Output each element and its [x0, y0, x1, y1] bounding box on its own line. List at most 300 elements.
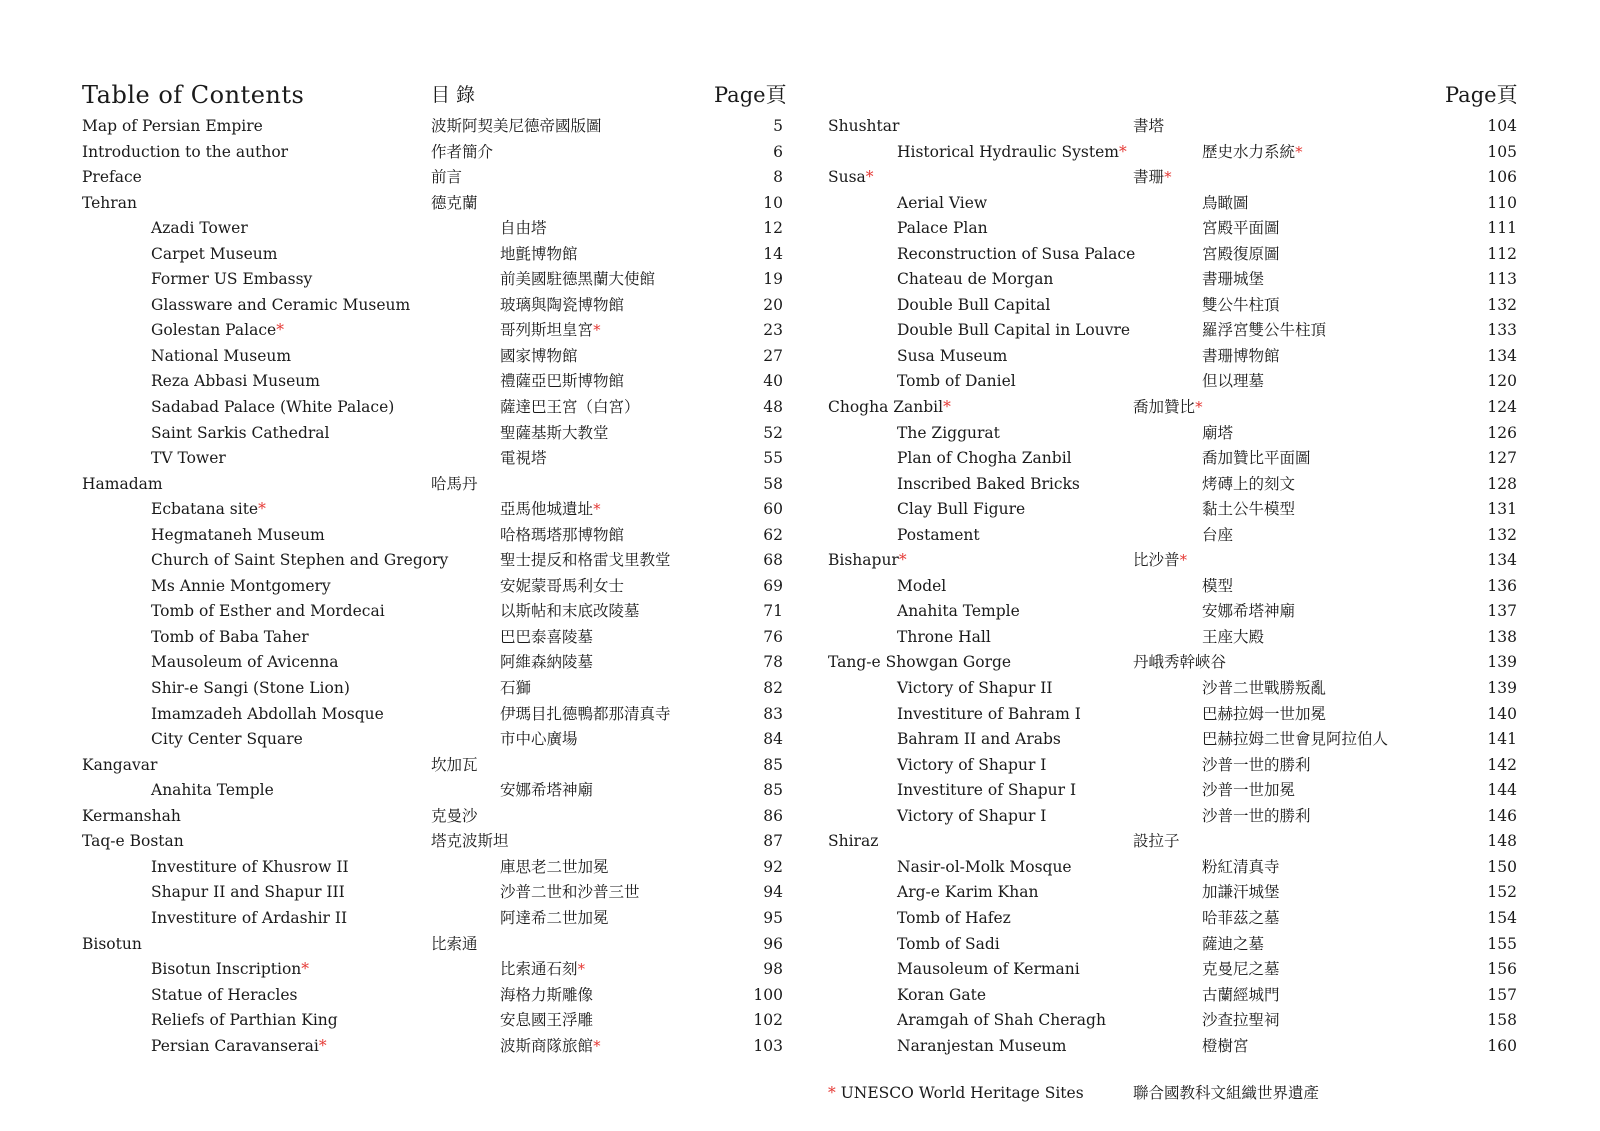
- entry-title-chinese-text: 聖薩基斯大教堂: [500, 423, 609, 442]
- entry-title-chinese: [1133, 548, 1187, 574]
- entry-title-text: Palace Plan: [897, 219, 988, 238]
- entry-page-number: 137: [1487, 602, 1517, 621]
- entry-title-chinese-text: 坎加瓦: [431, 755, 478, 774]
- entry-title-chinese-text: 前言: [431, 168, 463, 187]
- entry-title-chinese-text: 薩迪之墓: [1202, 934, 1265, 953]
- entry-title: [897, 599, 1020, 625]
- entry-page-number: 68: [763, 551, 783, 570]
- entry-title-text: Naranjestan Museum: [897, 1036, 1067, 1055]
- entry-page-number: 127: [1487, 449, 1517, 468]
- entry-title: [897, 344, 1007, 370]
- entry-page-number: 19: [763, 270, 783, 289]
- entry-title-chinese: [500, 778, 593, 804]
- entry-page-number: 20: [763, 295, 783, 314]
- entry-page-number: 110: [1487, 193, 1517, 212]
- entry-title: [897, 497, 1025, 523]
- entry-title-chinese-text: 沙普二世戰勝叛亂: [1202, 679, 1327, 698]
- entry-title-chinese: [431, 165, 462, 191]
- footnote-zh: 聯合國教科文組織世界遺產: [1133, 1084, 1320, 1102]
- entry-title-text: Double Bull Capital in Louvre: [897, 321, 1131, 340]
- entry-title-text: Reconstruction of Susa Palace: [897, 244, 1136, 263]
- entry-title: [897, 293, 1050, 319]
- entry-title-chinese: [1202, 727, 1388, 753]
- entry-title-text: Anahita Temple: [151, 781, 274, 800]
- entry-page-number: 5: [773, 117, 783, 135]
- entry-title-text: Glassware and Ceramic Museum: [151, 295, 411, 314]
- entry-title-chinese-text: 德克蘭: [431, 193, 478, 212]
- entry-title-text: Shapur II and Shapur III: [151, 883, 345, 902]
- entry-title: [897, 1034, 1066, 1060]
- entry-title-text: Former US Embassy: [151, 270, 313, 289]
- entry-title: [897, 242, 1135, 268]
- entry-title-text: Aerial View: [897, 193, 988, 212]
- entry-title-chinese-text: 以斯帖和末底改陵墓: [500, 602, 640, 621]
- entry-title-chinese-text: 比索通: [431, 934, 478, 953]
- entry-title: [151, 574, 331, 600]
- entry-title-text: Aramgah of Shah Cheragh: [897, 1011, 1106, 1030]
- entry-title-chinese-text: 聖士提反和格雷戈里教堂: [500, 551, 671, 570]
- entry-page-number: 140: [1487, 704, 1517, 723]
- page-column-header-left: Page頁: [714, 83, 787, 107]
- entry-title-text: Church of Saint Stephen and Gregory: [151, 551, 449, 570]
- entry-title: [828, 829, 878, 855]
- entry-title-chinese-text: 沙普一世加冕: [1202, 781, 1296, 800]
- entry-title-chinese: [1202, 778, 1295, 804]
- entry-title-chinese: [1202, 318, 1326, 344]
- entry-title-chinese-text: 克曼尼之墓: [1202, 960, 1280, 979]
- entry-title-text: Chogha Zanbil: [828, 398, 944, 417]
- entry-page-number: 48: [763, 398, 783, 417]
- entry-page-number: 160: [1487, 1036, 1517, 1055]
- entry-title-chinese-text: 哥列斯坦皇宮: [500, 321, 594, 340]
- entry-title-chinese: [1202, 421, 1233, 447]
- entry-title-chinese: [500, 395, 640, 421]
- entry-title: [82, 472, 163, 498]
- entry-title: [897, 906, 1011, 932]
- entry-title: [897, 880, 1038, 906]
- entry-title-text: Victory of Shapur I: [897, 755, 1047, 774]
- unesco-star-icon: *: [258, 500, 266, 519]
- entry-page-number: 139: [1487, 653, 1517, 672]
- entry-title-chinese: [500, 318, 601, 344]
- entry-page-number: 92: [763, 857, 783, 876]
- entry-title-text: Sadabad Palace (White Palace): [151, 398, 395, 417]
- entry-title: [897, 983, 986, 1009]
- entry-title-chinese-text: 克曼沙: [431, 806, 478, 825]
- entry-title-chinese-text: 阿維森納陵墓: [500, 653, 594, 672]
- entry-title-chinese-text: 市中心廣場: [500, 730, 578, 749]
- entry-page-number: 52: [763, 423, 783, 442]
- entry-title-text: Ms Annie Montgomery: [151, 576, 331, 595]
- entry-title-chinese-text: 加謙汗城堡: [1202, 883, 1280, 902]
- entry-title-chinese-text: 波斯阿契美尼德帝國版圖: [431, 117, 602, 135]
- entry-title-text: Carpet Museum: [151, 244, 278, 263]
- entry-title-chinese: [1202, 344, 1280, 370]
- entry-title-text: Victory of Shapur II: [897, 679, 1053, 698]
- entry-title: [151, 318, 284, 344]
- entry-title-chinese-text: 玻璃與陶瓷博物館: [500, 295, 625, 314]
- entry-title-chinese-text: 安息國王浮雕: [500, 1011, 594, 1030]
- entry-title-chinese: [1202, 599, 1295, 625]
- entry-title-chinese: [1202, 983, 1280, 1009]
- entry-title-chinese: [1133, 114, 1164, 140]
- entry-title-chinese-text: 波斯商隊旅館: [500, 1036, 594, 1055]
- entry-title-text: Victory of Shapur I: [897, 806, 1047, 825]
- entry-page-number: 136: [1487, 576, 1517, 595]
- entry-title: [82, 140, 288, 166]
- unesco-star-icon: *: [593, 321, 601, 340]
- entry-title-chinese-text: 安娜希塔神廟: [1202, 602, 1296, 621]
- entry-title: [151, 778, 274, 804]
- entry-title-chinese: [1202, 140, 1303, 166]
- entry-title: [151, 548, 448, 574]
- entry-title-chinese: [1202, 523, 1233, 549]
- entry-title-chinese-text: 書塔: [1133, 117, 1165, 135]
- entry-page-number: 102: [753, 1011, 783, 1030]
- entry-title-chinese: [1202, 957, 1280, 983]
- entry-title-chinese: [1202, 242, 1280, 268]
- entry-title-text: Mausoleum of Avicenna: [151, 653, 339, 672]
- entry-title-text: Model: [897, 576, 947, 595]
- entry-title-chinese: [500, 446, 547, 472]
- entry-page-number: 124: [1487, 398, 1517, 417]
- entry-page-number: 141: [1487, 730, 1517, 749]
- entry-title-chinese: [1202, 267, 1264, 293]
- entry-title-chinese: [500, 599, 640, 625]
- entry-title-chinese: [500, 1034, 601, 1060]
- entry-title: [151, 395, 394, 421]
- entry-title-text: Nasir-ol-Molk Mosque: [897, 857, 1072, 876]
- entry-page-number: 157: [1487, 985, 1517, 1004]
- entry-title-text: Tomb of Esther and Mordecai: [151, 602, 385, 621]
- entry-page-number: 55: [763, 449, 783, 468]
- entry-title-chinese-text: 羅浮宮雙公牛柱頂: [1202, 321, 1327, 340]
- entry-title-chinese-text: 歷史水力系統: [1202, 142, 1296, 161]
- entry-title-text: Anahita Temple: [897, 602, 1020, 621]
- entry-title-chinese: [500, 548, 671, 574]
- entry-title: [897, 855, 1072, 881]
- entry-title-text: Bisotun Inscription: [151, 960, 302, 979]
- entry-title-text: Double Bull Capital: [897, 295, 1051, 314]
- entry-title-text: Chateau de Morgan: [897, 270, 1054, 289]
- entry-title-chinese-text: 亞馬他城遺址: [500, 500, 594, 519]
- entry-title-chinese: [500, 369, 624, 395]
- entry-title-chinese: [431, 829, 509, 855]
- entry-page-number: 134: [1487, 551, 1517, 570]
- entry-title: [897, 1008, 1106, 1034]
- entry-title-chinese: [500, 267, 655, 293]
- entry-title: [897, 957, 1080, 983]
- entry-title: [897, 472, 1080, 498]
- entry-title: [897, 727, 1061, 753]
- unesco-star-icon: *: [828, 1084, 836, 1102]
- entry-title-chinese: [1202, 446, 1311, 472]
- entry-title-text: Hamadam: [82, 474, 163, 493]
- entry-title-chinese: [1202, 472, 1295, 498]
- entry-title-chinese-text: 國家博物館: [500, 346, 578, 365]
- entry-page-number: 98: [763, 960, 783, 979]
- footnote-text: UNESCO World Heritage Sites: [840, 1084, 1084, 1102]
- entry-page-number: 23: [763, 321, 783, 340]
- entry-page-number: 60: [763, 500, 783, 519]
- entry-title-text: Bisotun: [82, 934, 142, 953]
- entry-page-number: 82: [763, 679, 783, 698]
- entry-title-text: Golestan Palace: [151, 321, 277, 340]
- entry-title-chinese-text: 書珊城堡: [1202, 270, 1265, 289]
- entry-title-text: Tehran: [82, 193, 137, 212]
- entry-title-chinese: [1133, 829, 1180, 855]
- entry-title-chinese-text: 安妮蒙哥馬利女士: [500, 576, 625, 595]
- entry-title-chinese: [1202, 855, 1280, 881]
- entry-title-chinese-text: 比沙普: [1133, 551, 1180, 570]
- entry-page-number: 132: [1487, 525, 1517, 544]
- entry-title: [151, 267, 312, 293]
- entry-title: [151, 1034, 327, 1060]
- entry-page-number: 86: [763, 806, 783, 825]
- entry-page-number: 154: [1487, 908, 1517, 927]
- entry-title: [151, 421, 329, 447]
- entry-title-text: Azadi Tower: [151, 219, 248, 238]
- entry-title-text: Throne Hall: [897, 627, 991, 646]
- entry-title-chinese-text: 粉紅清真寺: [1202, 857, 1280, 876]
- entry-title-chinese-text: 阿達希二世加冕: [500, 908, 609, 927]
- unesco-star-icon: *: [593, 1036, 601, 1055]
- entry-page-number: 126: [1487, 423, 1517, 442]
- entry-title-text: National Museum: [151, 346, 292, 365]
- entry-page-number: 14: [763, 244, 783, 263]
- entry-title: [151, 957, 309, 983]
- entry-title-chinese-text: 沙查拉聖祠: [1202, 1011, 1280, 1030]
- entry-title-chinese: [1202, 932, 1264, 958]
- entry-title: [151, 242, 277, 268]
- entry-page-number: 113: [1487, 270, 1517, 289]
- entry-page-number: 133: [1487, 321, 1517, 340]
- entry-title-text: Tomb of Daniel: [897, 372, 1016, 391]
- entry-title-chinese: [500, 983, 593, 1009]
- entry-title-chinese: [1133, 395, 1203, 421]
- entry-title-chinese: [431, 804, 478, 830]
- entry-title: [82, 932, 142, 958]
- entry-title-chinese: [500, 676, 531, 702]
- entry-title-chinese: [500, 702, 671, 728]
- entry-page-number: 134: [1487, 346, 1517, 365]
- entry-title-chinese: [500, 727, 578, 753]
- entry-title-text: Susa Museum: [897, 346, 1008, 365]
- entry-title-text: Shushtar: [828, 117, 900, 135]
- entry-title-chinese-text: 雙公牛柱頂: [1202, 295, 1280, 314]
- entry-title: [151, 625, 309, 651]
- entry-page-number: 6: [773, 142, 783, 161]
- entry-title: [897, 267, 1053, 293]
- entry-page-number: 148: [1487, 832, 1517, 851]
- entry-title-text: Saint Sarkis Cathedral: [151, 423, 330, 442]
- entry-page-number: 27: [763, 346, 783, 365]
- entry-page-number: 58: [763, 474, 783, 493]
- entry-title-chinese-text: 自由塔: [500, 219, 547, 238]
- entry-page-number: 103: [753, 1036, 783, 1055]
- entry-page-number: 139: [1487, 679, 1517, 698]
- entry-title: [828, 548, 907, 574]
- entry-title-text: Susa: [828, 168, 866, 187]
- entry-title-chinese: [500, 957, 585, 983]
- entry-page-number: 112: [1487, 244, 1517, 263]
- entry-title: [151, 650, 338, 676]
- entry-title-chinese: [431, 140, 493, 166]
- entry-title-chinese-text: 安娜希塔神廟: [500, 781, 594, 800]
- entry-title-text: Plan of Chogha Zanbil: [897, 449, 1072, 468]
- entry-title-chinese: [1202, 753, 1311, 779]
- entry-title: [151, 983, 298, 1009]
- entry-page-number: 131: [1487, 500, 1517, 519]
- entry-title-text: Shiraz: [828, 832, 879, 851]
- entry-title-chinese: [500, 344, 578, 370]
- entry-page-number: 78: [763, 653, 783, 672]
- entry-title-chinese-text: 黏土公牛模型: [1202, 500, 1296, 519]
- unesco-star-icon: *: [276, 321, 284, 340]
- entry-title-chinese-text: 設拉子: [1133, 832, 1180, 851]
- entry-title: [151, 1008, 338, 1034]
- entry-title-chinese-text: 沙普二世和沙普三世: [500, 883, 640, 902]
- entry-title-chinese: [1202, 906, 1280, 932]
- entry-title-text: Kangavar: [82, 755, 158, 774]
- entry-title-chinese-text: 台座: [1202, 525, 1234, 544]
- entry-title: [897, 676, 1053, 702]
- entry-page-number: 94: [763, 883, 783, 902]
- entry-title-chinese-text: 哈馬丹: [431, 474, 478, 493]
- toc-title: Table of Contents: [82, 81, 305, 109]
- entry-title-chinese: [431, 753, 478, 779]
- entry-title-text: The Ziggurat: [897, 423, 1000, 442]
- entry-title-chinese-text: 塔克波斯坦: [431, 832, 509, 851]
- entry-title: [828, 165, 874, 191]
- entry-title-text: Arg-e Karim Khan: [897, 883, 1039, 902]
- entry-page-number: 156: [1487, 960, 1517, 979]
- entry-title-chinese: [500, 293, 624, 319]
- entry-title-chinese-text: 書珊: [1133, 168, 1165, 187]
- entry-title-chinese-text: 哈格瑪塔那博物館: [500, 525, 625, 544]
- entry-title: [897, 523, 980, 549]
- entry-page-number: 95: [763, 908, 783, 927]
- entry-page-number: 128: [1487, 474, 1517, 493]
- entry-title: [151, 344, 291, 370]
- entry-title: [151, 906, 347, 932]
- entry-page-number: 150: [1487, 857, 1517, 876]
- entry-page-number: 132: [1487, 295, 1517, 314]
- unesco-star-icon: *: [301, 960, 310, 979]
- entry-title: [897, 318, 1130, 344]
- entry-title-text: Kermanshah: [82, 806, 181, 825]
- entry-title-chinese: [1202, 880, 1280, 906]
- entry-title-chinese: [500, 880, 640, 906]
- entry-title-chinese: [1202, 574, 1233, 600]
- entry-title: [151, 676, 350, 702]
- entry-title: [151, 523, 325, 549]
- entry-title: [151, 880, 345, 906]
- entry-page-number: 158: [1487, 1011, 1517, 1030]
- entry-title: [897, 140, 1127, 166]
- entry-title-text: Bahram II and Arabs: [897, 730, 1061, 749]
- entry-title-chinese-text: 伊瑪目扎德鴨都那清真寺: [500, 704, 671, 723]
- unesco-star-icon: *: [1118, 142, 1127, 161]
- entry-title-text: Tang-e Showgan Gorge: [828, 653, 1012, 672]
- entry-title-text: Investiture of Ardashir II: [151, 908, 348, 927]
- entry-title: [151, 216, 248, 242]
- entry-title: [82, 829, 184, 855]
- entry-title-text: Clay Bull Figure: [897, 500, 1026, 519]
- entry-title: [151, 702, 384, 728]
- entry-page-number: 76: [763, 627, 783, 646]
- entry-title-text: Taq-e Bostan: [82, 832, 184, 851]
- entry-page-number: 120: [1487, 372, 1517, 391]
- unesco-star-icon: *: [943, 398, 951, 417]
- entry-title: [151, 855, 349, 881]
- entry-title-chinese: [500, 523, 624, 549]
- entry-title-chinese-text: 丹峨秀幹峽谷: [1133, 653, 1227, 672]
- entry-title: [897, 574, 946, 600]
- entry-page-number: 85: [763, 755, 783, 774]
- entry-title-text: Postament: [897, 525, 980, 544]
- entry-title: [897, 625, 991, 651]
- entry-page-number: 96: [763, 934, 783, 953]
- entry-title-chinese-text: 沙普一世的勝利: [1202, 755, 1311, 774]
- entry-title-chinese-text: 宮殿平面圖: [1202, 219, 1280, 238]
- entry-title-text: Historical Hydraulic System: [897, 142, 1119, 161]
- entry-title-chinese: [500, 497, 601, 523]
- entry-title-text: Shir-e Sangi (Stone Lion): [151, 679, 350, 698]
- entry-title-chinese: [500, 650, 593, 676]
- entry-page-number: 138: [1487, 627, 1517, 646]
- entry-title-chinese: [1202, 497, 1295, 523]
- footnote-en: [828, 1080, 1084, 1106]
- entry-page-number: 8: [773, 168, 783, 187]
- entry-page-number: 62: [763, 525, 783, 544]
- entry-title-chinese-text: 電視塔: [500, 449, 547, 468]
- entry-page-number: 146: [1487, 806, 1517, 825]
- entry-title: [897, 932, 1000, 958]
- entry-title-chinese-text: 模型: [1202, 576, 1234, 595]
- entry-title: [828, 395, 951, 421]
- entry-title-text: Imamzadeh Abdollah Mosque: [151, 704, 384, 723]
- entry-title: [897, 778, 1076, 804]
- entry-title-text: Investiture of Khusrow II: [151, 857, 349, 876]
- entry-title-chinese: [431, 932, 478, 958]
- entry-title-text: Inscribed Baked Bricks: [897, 474, 1080, 493]
- entry-title-chinese-text: 廟塔: [1202, 423, 1234, 442]
- entry-title: [82, 804, 181, 830]
- page-column-header-right: Page頁: [1445, 83, 1518, 107]
- entry-title-text: Reliefs of Parthian King: [151, 1011, 338, 1030]
- entry-title-text: Statue of Heracles: [151, 985, 298, 1004]
- entry-title-chinese-text: 禮薩亞巴斯博物館: [500, 372, 625, 391]
- entry-title: [897, 753, 1046, 779]
- unesco-star-icon: *: [1195, 398, 1203, 417]
- entry-title-chinese: [1202, 1034, 1249, 1060]
- entry-title-text: Investiture of Shapur I: [897, 781, 1077, 800]
- entry-page-number: 142: [1487, 755, 1517, 774]
- entry-title: [82, 753, 157, 779]
- entry-title-text: Persian Caravanserai: [151, 1036, 319, 1055]
- entry-title-chinese: [431, 472, 478, 498]
- entry-title: [897, 421, 1000, 447]
- entry-title-chinese: [431, 114, 602, 140]
- entry-title-chinese-text: 作者簡介: [431, 142, 494, 161]
- unesco-star-icon: *: [898, 551, 907, 570]
- entry-title-chinese-text: 地氈博物館: [500, 244, 578, 263]
- entry-page-number: 84: [763, 730, 783, 749]
- entry-title-chinese-text: 哈菲茲之墓: [1202, 908, 1280, 927]
- entry-title: [151, 497, 266, 523]
- entry-title-chinese-text: 庫思老二世加冕: [500, 857, 609, 876]
